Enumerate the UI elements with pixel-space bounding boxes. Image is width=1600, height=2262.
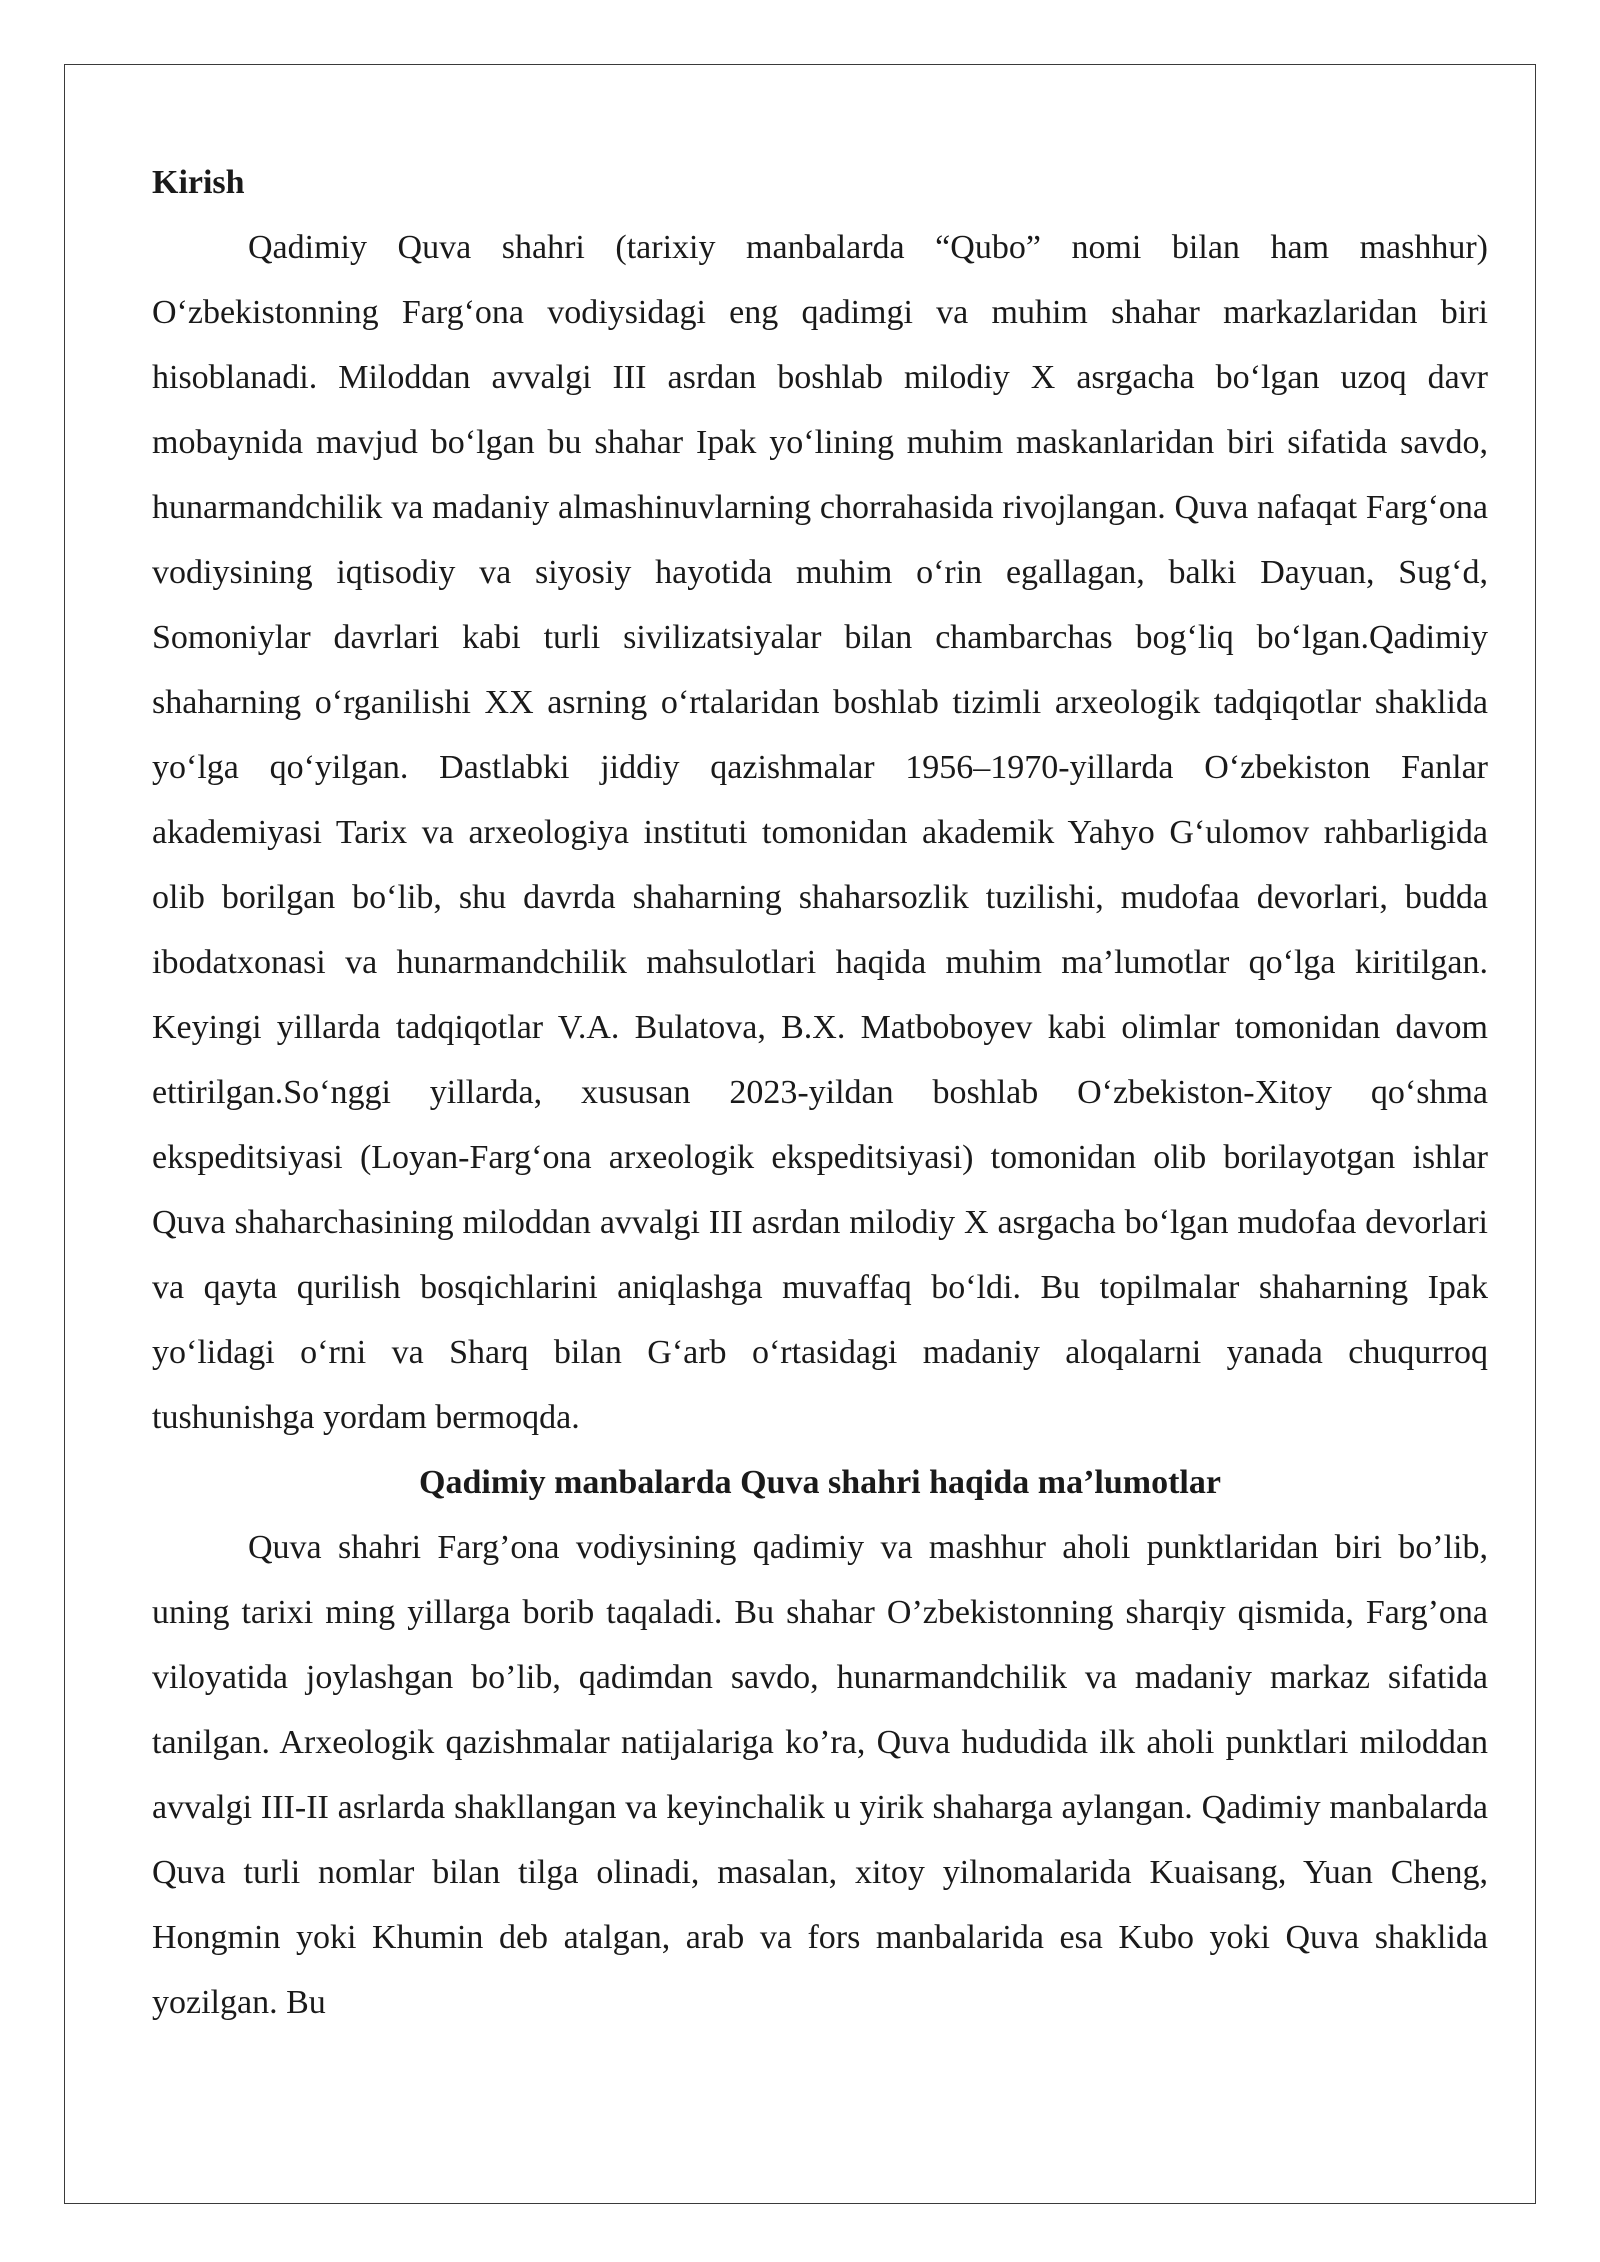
- section-heading-intro: Kirish: [152, 164, 245, 201]
- paragraph-sources: Quva shahri Farg’ona vodiysining qadimiy va mashhur aholi punktlaridan biri bo’lib, uning tarixi ming yillarga borib taqaladi. Bu shahar O’zbekistonning sharqiy qismida, Farg’ona viloyatida joylashgan bo’lib, qadimdan savdo, hunarmandchilik va madaniy markaz sifatida tanilgan. Arxeologik qazishmalar natijalariga ko’ra, Quva hududida ilk aholi punktlari miloddan avvalgi III-II asrlarda shakllangan va keyinchalik u yirik shaharga aylangan. Qadimiy manbalarda Quva turli nomlar bilan tilga olinadi, masalan, xitoy yilnomalarida Kuaisang, Yuan Cheng, Hongmin yoki Khumin deb atalgan, arab va fors manbalarida esa Kubo yoki Quva shaklida yozilgan. Bu: [152, 1529, 1488, 2021]
- document-body: [152, 150, 1488, 2035]
- paragraph-intro: Qadimiy Quva shahri (tarixiy manbalarda “Qubo” nomi bilan ham mashhur) O‘zbekistonning Farg‘ona vodiysidagi eng qadimgi va muhim shahar markazlaridan biri hisoblanadi. Miloddan avvalgi III asrdan boshlab milodiy X asrgacha bo‘lgan uzoq davr mobaynida mavjud bo‘lgan bu shahar Ipak yo‘lining muhim maskanlaridan biri sifatida savdo, hunarmandchilik va madaniy almashinuvlarning chorrahasida rivojlangan. Quva nafaqat Farg‘ona vodiysining iqtisodiy va siyosiy hayotida muhim o‘rin egallagan, balki Dayuan, Sug‘d, Somoniylar davrlari kabi turli sivilizatsiyalar bilan chambarchas bog‘liq bo‘lgan.Qadimiy shaharning o‘rganilishi XX asrning o‘rtalaridan boshlab tizimli arxeologik tadqiqotlar shaklida yo‘lga qo‘yilgan. Dastlabki jiddiy qazishmalar 1956–1970-yillarda O‘zbekiston Fanlar akademiyasi Tarix va arxeologiya instituti tomonidan akademik Yahyo G‘ulomov rahbarligida olib borilgan bo‘lib, shu davrda shaharning shaharsozlik tuzilishi, mudofaa devorlari, budda ibodatxonasi va hunarmandchilik mahsulotlari haqida muhim ma’lumotlar qo‘lga kiritilgan. Keyingi yillarda tadqiqotlar V.A. Bulatova, B.X. Matboboyev kabi olimlar tomonidan davom ettirilgan.So‘nggi yillarda, xususan 2023-yildan boshlab O‘zbekiston-Xitoy qo‘shma ekspeditsiyasi (Loyan-Farg‘ona arxeologik ekspeditsiyasi) tomonidan olib borilayotgan ishlar Quva shaharchasining miloddan avvalgi III asrdan milodiy X asrgacha bo‘lgan mudofaa devorlari va qayta qurilish bosqichlarini aniqlashga muvaffaq bo‘ldi. Bu topilmalar shaharning Ipak yo‘lidagi o‘rni va Sharq bilan G‘arb o‘rtasidagi madaniy aloqalarni yanada chuqurroq tushunishga yordam bermoqda.: [152, 229, 1488, 1436]
- section-heading-sources: Qadimiy manbalarda Quva shahri haqida ma’lumotlar: [419, 1464, 1221, 1501]
